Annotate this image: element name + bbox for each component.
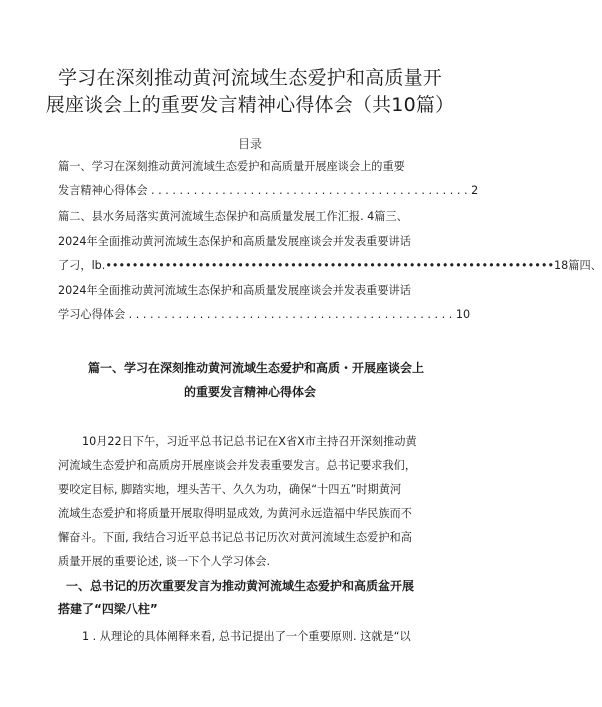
section-title-line-1: 篇一、学习在深刻推动黄河流域生态爱护和高质・开展座谈会上 <box>88 361 425 375</box>
toc-line: 2024年全面推动黄河流域生态保护和高质量发展座谈会并发表重要讲话 <box>58 284 411 297</box>
toc-line: 发言精神心得体会 . . . . . . . . . . . . . . . . . . . . . . . . . . . . . . . . . . . . . . . . . . . . . 2 <box>58 184 479 197</box>
heading-one-line-2: 搭建了“四梁八柱” <box>58 602 158 616</box>
toc-line: 篇一、学习在深刻推动黄河流域生态爱护和高质量开展座谈会上的重要 <box>58 160 405 173</box>
body-line: 10月22日下午，习近平总书记总书记在X省X市主持召开深刻推动黄 <box>82 435 417 448</box>
section-title-line-2: 的重要发言精神心得体会 <box>183 385 316 399</box>
toc-line: 了刁，lb.••••••••••••••••••••••••••••••••••••••••••••••••••••••••••••••••••••18篇四、 <box>58 259 602 272</box>
body-line: 1 . 从理论的具体阐释来看, 总书记提出了一个重要原则. 这就是“以 <box>82 630 411 643</box>
body-line: 河流域生态爱护和高质房开展座谈会并发表重要发言。总书记要求我们， <box>58 459 417 472</box>
document-title-line-2: 展座谈会上的重要发言精神心得体会（共10篇） <box>45 94 455 116</box>
body-line: 质量开展的重要论述, 谈一下个人学习体会. <box>58 555 271 568</box>
body-line: 流域生态爱护和将质量开展取得明显成效, 为黄河永远造福中华民族而不 <box>58 507 412 520</box>
body-line: 懈奋斗。下面, 我结合习近平总书记总书记历次对黄河流域生态爱护和高 <box>58 531 412 544</box>
heading-one-line-1: 一、总书记的历次重要发言为推动黄河流域生态爱护和高质盆开展 <box>66 579 415 593</box>
toc-line: 2024年全面推动黄河流域生态保护和高质量发展座谈会并发表重要讲话 <box>58 235 411 248</box>
toc-heading: 目录 <box>237 137 262 151</box>
body-line: 要咬定目标, 脚踏实地，埋头苦干、久久为功，确保“十四五”时期黄河 <box>58 483 402 496</box>
document-title-line-1: 学习在深刻推动黄河流域生态爱护和高质量开 <box>57 67 442 89</box>
toc-line: 学习心得体会 . . . . . . . . . . . . . . . . . . . . . . . . . . . . . . . . . . . . . . . . . . . . . . 10 <box>58 308 471 321</box>
toc-line: 篇二、县水务局落实黄河流域生态保护和高质量发展工作汇报. 4篇三、 <box>58 210 408 223</box>
